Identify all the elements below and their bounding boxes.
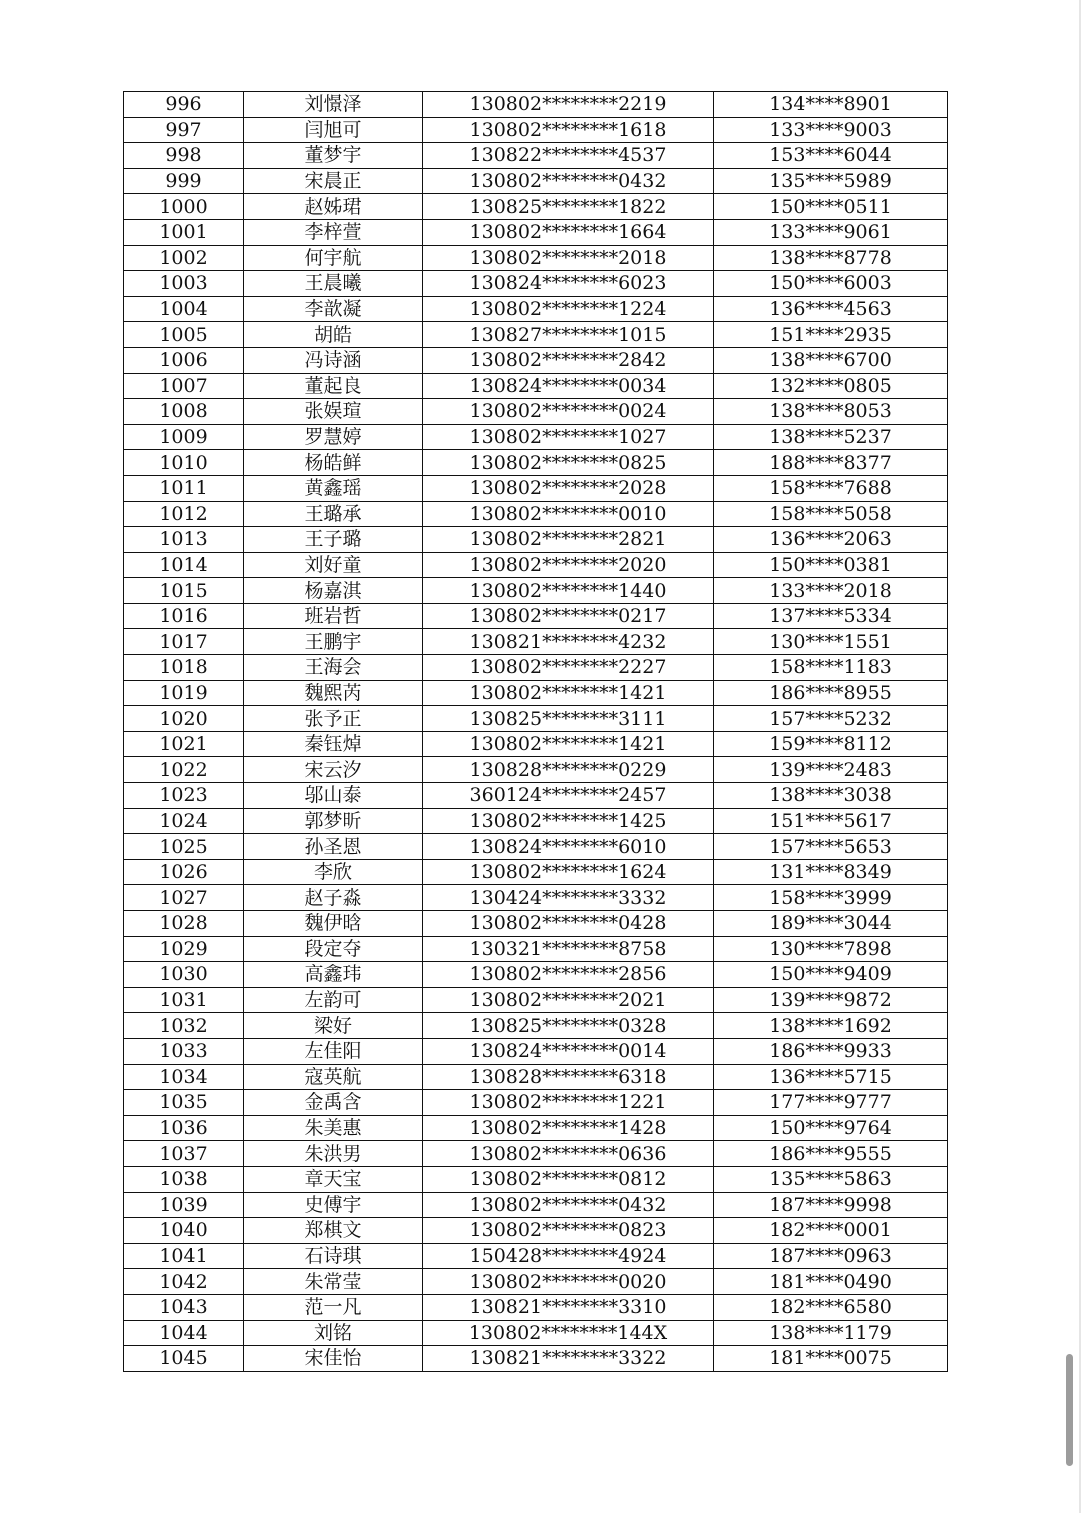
row-number-cell: 1036 — [124, 1115, 244, 1141]
row-number-cell: 1015 — [124, 578, 244, 604]
id-number-cell: 130802********144X — [423, 1320, 714, 1346]
id-number-cell: 130802********0825 — [423, 450, 714, 476]
table-row — [124, 1269, 948, 1295]
phone-cell: 186****9555 — [714, 1141, 948, 1167]
name-cell: 刘好童 — [244, 552, 423, 578]
table-row — [124, 1346, 948, 1372]
row-number-cell: 1005 — [124, 322, 244, 348]
row-number-cell: 1026 — [124, 859, 244, 885]
row-number-cell: 1002 — [124, 245, 244, 271]
row-number-cell: 1042 — [124, 1269, 244, 1295]
name-cell: 李欣 — [244, 859, 423, 885]
phone-cell: 132****0805 — [714, 373, 948, 399]
phone-cell: 150****6003 — [714, 271, 948, 297]
table-row — [124, 271, 948, 297]
table-row — [124, 143, 948, 169]
table-row — [124, 373, 948, 399]
phone-cell: 158****5058 — [714, 501, 948, 527]
table-row — [124, 1218, 948, 1244]
row-number-cell: 1010 — [124, 450, 244, 476]
id-number-cell: 130802********1624 — [423, 859, 714, 885]
phone-cell: 138****1179 — [714, 1320, 948, 1346]
name-cell: 宋云汐 — [244, 757, 423, 783]
row-number-cell: 1037 — [124, 1141, 244, 1167]
phone-cell: 150****9409 — [714, 962, 948, 988]
table-row — [124, 1141, 948, 1167]
name-cell: 章天宝 — [244, 1166, 423, 1192]
table-row — [124, 834, 948, 860]
row-number-cell: 1029 — [124, 936, 244, 962]
row-number-cell: 1013 — [124, 527, 244, 553]
phone-cell: 135****5863 — [714, 1166, 948, 1192]
id-number-cell: 130825********0328 — [423, 1013, 714, 1039]
phone-cell: 138****6700 — [714, 347, 948, 373]
id-number-cell: 130802********2227 — [423, 655, 714, 681]
phone-cell: 136****4563 — [714, 296, 948, 322]
table-row — [124, 296, 948, 322]
table-row — [124, 757, 948, 783]
name-cell: 王璐承 — [244, 501, 423, 527]
id-number-cell: 130802********2821 — [423, 527, 714, 553]
id-number-cell: 130802********0010 — [423, 501, 714, 527]
table-row — [124, 783, 948, 809]
phone-cell: 133****2018 — [714, 578, 948, 604]
row-number-cell: 1001 — [124, 219, 244, 245]
table-row — [124, 962, 948, 988]
table-row — [124, 168, 948, 194]
id-number-cell: 130802********0217 — [423, 603, 714, 629]
table-row — [124, 552, 948, 578]
id-number-cell: 130802********2021 — [423, 987, 714, 1013]
phone-cell: 158****1183 — [714, 655, 948, 681]
name-cell: 左韵可 — [244, 987, 423, 1013]
phone-cell: 137****5334 — [714, 603, 948, 629]
name-cell: 左佳阳 — [244, 1038, 423, 1064]
name-cell: 段定夺 — [244, 936, 423, 962]
table-row — [124, 527, 948, 553]
name-cell: 郭梦昕 — [244, 808, 423, 834]
name-cell: 张予正 — [244, 706, 423, 732]
name-cell: 罗慧婷 — [244, 424, 423, 450]
table-row — [124, 1243, 948, 1269]
row-number-cell: 1039 — [124, 1192, 244, 1218]
id-number-cell: 130824********6010 — [423, 834, 714, 860]
table-row — [124, 885, 948, 911]
name-cell: 石诗琪 — [244, 1243, 423, 1269]
name-cell: 张娱瑄 — [244, 399, 423, 425]
row-number-cell: 1014 — [124, 552, 244, 578]
row-number-cell: 1017 — [124, 629, 244, 655]
table-row — [124, 347, 948, 373]
phone-cell: 181****0075 — [714, 1346, 948, 1372]
table-row — [124, 1038, 948, 1064]
row-number-cell: 1021 — [124, 731, 244, 757]
name-cell: 史傅宇 — [244, 1192, 423, 1218]
name-cell: 闫旭可 — [244, 117, 423, 143]
phone-cell: 186****8955 — [714, 680, 948, 706]
row-number-cell: 1035 — [124, 1090, 244, 1116]
table-row — [124, 501, 948, 527]
row-number-cell: 1028 — [124, 911, 244, 937]
id-number-cell: 130802********2842 — [423, 347, 714, 373]
id-number-cell: 130802********1421 — [423, 731, 714, 757]
name-cell: 魏伊晗 — [244, 911, 423, 937]
table-row — [124, 1115, 948, 1141]
row-number-cell: 996 — [124, 92, 244, 118]
phone-cell: 157****5653 — [714, 834, 948, 860]
row-number-cell: 1003 — [124, 271, 244, 297]
phone-cell: 134****8901 — [714, 92, 948, 118]
id-number-cell: 130802********1618 — [423, 117, 714, 143]
name-cell: 梁好 — [244, 1013, 423, 1039]
table-row — [124, 399, 948, 425]
table-row — [124, 578, 948, 604]
id-number-cell: 130802********0428 — [423, 911, 714, 937]
table-row — [124, 245, 948, 271]
id-number-cell: 130802********1425 — [423, 808, 714, 834]
name-cell: 赵子淼 — [244, 885, 423, 911]
row-number-cell: 1024 — [124, 808, 244, 834]
name-cell: 赵姊珺 — [244, 194, 423, 220]
phone-cell: 159****8112 — [714, 731, 948, 757]
phone-cell: 130****7898 — [714, 936, 948, 962]
id-number-cell: 130802********0636 — [423, 1141, 714, 1167]
phone-cell: 138****8778 — [714, 245, 948, 271]
table-row — [124, 92, 948, 118]
row-number-cell: 1033 — [124, 1038, 244, 1064]
name-cell: 秦钰焯 — [244, 731, 423, 757]
row-number-cell: 1012 — [124, 501, 244, 527]
table-row — [124, 450, 948, 476]
id-number-cell: 130802********2219 — [423, 92, 714, 118]
name-cell: 冯诗涵 — [244, 347, 423, 373]
table-row — [124, 629, 948, 655]
name-cell: 刘铭 — [244, 1320, 423, 1346]
id-number-cell: 130824********0014 — [423, 1038, 714, 1064]
phone-cell: 158****7688 — [714, 475, 948, 501]
id-number-cell: 130802********0024 — [423, 399, 714, 425]
phone-cell: 136****5715 — [714, 1064, 948, 1090]
name-cell: 高鑫玮 — [244, 962, 423, 988]
id-number-cell: 130802********2856 — [423, 962, 714, 988]
table-row — [124, 322, 948, 348]
name-cell: 胡皓 — [244, 322, 423, 348]
phone-cell: 133****9003 — [714, 117, 948, 143]
row-number-cell: 1018 — [124, 655, 244, 681]
name-cell: 刘憬泽 — [244, 92, 423, 118]
name-cell: 朱洪男 — [244, 1141, 423, 1167]
id-number-cell: 130824********0034 — [423, 373, 714, 399]
phone-cell: 153****6044 — [714, 143, 948, 169]
table-row — [124, 475, 948, 501]
phone-cell: 157****5232 — [714, 706, 948, 732]
phone-cell: 150****0381 — [714, 552, 948, 578]
name-cell: 李梓萱 — [244, 219, 423, 245]
row-number-cell: 1004 — [124, 296, 244, 322]
name-cell: 王晨曦 — [244, 271, 423, 297]
id-number-cell: 130802********0432 — [423, 168, 714, 194]
row-number-cell: 1019 — [124, 680, 244, 706]
phone-cell: 139****2483 — [714, 757, 948, 783]
row-number-cell: 1045 — [124, 1346, 244, 1372]
table-row — [124, 1192, 948, 1218]
row-number-cell: 1025 — [124, 834, 244, 860]
phone-cell: 158****3999 — [714, 885, 948, 911]
phone-cell: 133****9061 — [714, 219, 948, 245]
id-number-cell: 130321********8758 — [423, 936, 714, 962]
phone-cell: 151****5617 — [714, 808, 948, 834]
table-row — [124, 1320, 948, 1346]
name-cell: 王鹏宇 — [244, 629, 423, 655]
row-number-cell: 1009 — [124, 424, 244, 450]
row-number-cell: 1020 — [124, 706, 244, 732]
table-row — [124, 808, 948, 834]
id-number-cell: 130824********6023 — [423, 271, 714, 297]
name-cell: 朱美惠 — [244, 1115, 423, 1141]
phone-cell: 138****5237 — [714, 424, 948, 450]
name-cell: 董起良 — [244, 373, 423, 399]
name-cell: 金禹含 — [244, 1090, 423, 1116]
id-number-cell: 130802********1421 — [423, 680, 714, 706]
name-cell: 王海会 — [244, 655, 423, 681]
phone-cell: 131****8349 — [714, 859, 948, 885]
phone-cell: 139****9872 — [714, 987, 948, 1013]
roster-body — [124, 92, 948, 1372]
table-row — [124, 859, 948, 885]
id-number-cell: 130802********0020 — [423, 1269, 714, 1295]
phone-cell: 188****8377 — [714, 450, 948, 476]
id-number-cell: 130802********1224 — [423, 296, 714, 322]
table-row — [124, 194, 948, 220]
name-cell: 邬山泰 — [244, 783, 423, 809]
name-cell: 杨皓鲜 — [244, 450, 423, 476]
id-number-cell: 130821********3322 — [423, 1346, 714, 1372]
id-number-cell: 130802********1428 — [423, 1115, 714, 1141]
id-number-cell: 130802********2018 — [423, 245, 714, 271]
phone-cell: 150****9764 — [714, 1115, 948, 1141]
table-row — [124, 603, 948, 629]
table-row — [124, 936, 948, 962]
name-cell: 李歆凝 — [244, 296, 423, 322]
name-cell: 班岩哲 — [244, 603, 423, 629]
phone-cell: 138****3038 — [714, 783, 948, 809]
row-number-cell: 999 — [124, 168, 244, 194]
row-number-cell: 1022 — [124, 757, 244, 783]
id-number-cell: 130802********1664 — [423, 219, 714, 245]
row-number-cell: 1043 — [124, 1294, 244, 1320]
id-number-cell: 130827********1015 — [423, 322, 714, 348]
id-number-cell: 130802********1221 — [423, 1090, 714, 1116]
row-number-cell: 1038 — [124, 1166, 244, 1192]
id-number-cell: 130802********1440 — [423, 578, 714, 604]
phone-cell: 182****0001 — [714, 1218, 948, 1244]
name-cell: 王子璐 — [244, 527, 423, 553]
table-row — [124, 1064, 948, 1090]
row-number-cell: 1031 — [124, 987, 244, 1013]
phone-cell: 181****0490 — [714, 1269, 948, 1295]
row-number-cell: 1016 — [124, 603, 244, 629]
id-number-cell: 130828********0229 — [423, 757, 714, 783]
id-number-cell: 130825********1822 — [423, 194, 714, 220]
table-row — [124, 1166, 948, 1192]
id-number-cell: 150428********4924 — [423, 1243, 714, 1269]
table-row — [124, 424, 948, 450]
phone-cell: 150****0511 — [714, 194, 948, 220]
table-row — [124, 680, 948, 706]
row-number-cell: 1040 — [124, 1218, 244, 1244]
table-row — [124, 219, 948, 245]
phone-cell: 136****2063 — [714, 527, 948, 553]
row-number-cell: 1008 — [124, 399, 244, 425]
id-number-cell: 130802********1027 — [423, 424, 714, 450]
name-cell: 杨嘉淇 — [244, 578, 423, 604]
row-number-cell: 1044 — [124, 1320, 244, 1346]
phone-cell: 187****9998 — [714, 1192, 948, 1218]
row-number-cell: 1011 — [124, 475, 244, 501]
name-cell: 范一凡 — [244, 1294, 423, 1320]
row-number-cell: 1023 — [124, 783, 244, 809]
phone-cell: 177****9777 — [714, 1090, 948, 1116]
row-number-cell: 1034 — [124, 1064, 244, 1090]
roster-table — [123, 91, 948, 1372]
phone-cell: 186****9933 — [714, 1038, 948, 1064]
id-number-cell: 130822********4537 — [423, 143, 714, 169]
id-number-cell: 130802********0432 — [423, 1192, 714, 1218]
table-row — [124, 1013, 948, 1039]
row-number-cell: 1006 — [124, 347, 244, 373]
id-number-cell: 130828********6318 — [423, 1064, 714, 1090]
row-number-cell: 1027 — [124, 885, 244, 911]
row-number-cell: 998 — [124, 143, 244, 169]
row-number-cell: 1041 — [124, 1243, 244, 1269]
name-cell: 宋晨正 — [244, 168, 423, 194]
id-number-cell: 130825********3111 — [423, 706, 714, 732]
name-cell: 孙圣恩 — [244, 834, 423, 860]
name-cell: 何宇航 — [244, 245, 423, 271]
phone-cell: 138****1692 — [714, 1013, 948, 1039]
table-row — [124, 731, 948, 757]
name-cell: 寇英航 — [244, 1064, 423, 1090]
name-cell: 宋佳怡 — [244, 1346, 423, 1372]
id-number-cell: 130424********3332 — [423, 885, 714, 911]
table-row — [124, 655, 948, 681]
phone-cell: 189****3044 — [714, 911, 948, 937]
table-row — [124, 1090, 948, 1116]
phone-cell: 130****1551 — [714, 629, 948, 655]
row-number-cell: 997 — [124, 117, 244, 143]
table-row — [124, 987, 948, 1013]
row-number-cell: 1000 — [124, 194, 244, 220]
phone-cell: 151****2935 — [714, 322, 948, 348]
row-number-cell: 1032 — [124, 1013, 244, 1039]
scrollbar-thumb[interactable] — [1066, 1354, 1073, 1466]
phone-cell: 138****8053 — [714, 399, 948, 425]
table-row — [124, 911, 948, 937]
id-number-cell: 130802********0812 — [423, 1166, 714, 1192]
id-number-cell: 130802********2028 — [423, 475, 714, 501]
phone-cell: 182****6580 — [714, 1294, 948, 1320]
table-row — [124, 706, 948, 732]
row-number-cell: 1030 — [124, 962, 244, 988]
table-row — [124, 1294, 948, 1320]
phone-cell: 187****0963 — [714, 1243, 948, 1269]
id-number-cell: 130821********4232 — [423, 629, 714, 655]
table-row — [124, 117, 948, 143]
id-number-cell: 130802********2020 — [423, 552, 714, 578]
id-number-cell: 130802********0823 — [423, 1218, 714, 1244]
name-cell: 黄鑫瑶 — [244, 475, 423, 501]
id-number-cell: 130821********3310 — [423, 1294, 714, 1320]
phone-cell: 135****5989 — [714, 168, 948, 194]
name-cell: 郑棋文 — [244, 1218, 423, 1244]
name-cell: 朱常莹 — [244, 1269, 423, 1295]
id-number-cell: 360124********2457 — [423, 783, 714, 809]
name-cell: 董梦宇 — [244, 143, 423, 169]
name-cell: 魏熙芮 — [244, 680, 423, 706]
row-number-cell: 1007 — [124, 373, 244, 399]
